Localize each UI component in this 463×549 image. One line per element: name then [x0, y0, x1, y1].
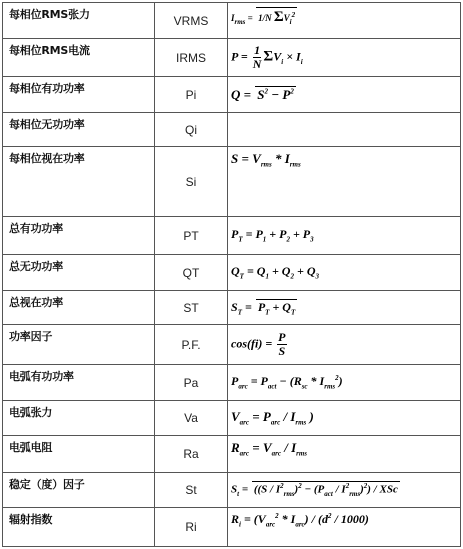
parameter-name: 电弧有功功率 [3, 365, 155, 401]
table-row [3, 113, 461, 147]
parameter-symbol: Ra [155, 436, 228, 473]
parameter-name: 每相位无功功率 [3, 113, 155, 147]
formula: P = $\frac{1}{N}$ $\Sigma V_i \times I_i$ [228, 39, 461, 77]
formula: $Q_T = Q_1 + Q_2 + Q_3$ [228, 255, 461, 291]
parameter-name: 总无功功率 [3, 255, 155, 291]
parameter-name: 总有功功率 [3, 217, 155, 255]
parameter-symbol: P.F. [155, 325, 228, 365]
parameter-name: 每相位有功功率 [3, 77, 155, 113]
formula: $R_{arc} = V_{arc} / I_{rms}$ [228, 436, 461, 473]
table-row [3, 255, 461, 291]
table-row [3, 473, 461, 508]
parameter-symbol: Va [155, 401, 228, 436]
parameter-symbol: PT [155, 217, 228, 255]
parameter-name: 稳定（度）因子 [3, 473, 155, 508]
table-row [3, 508, 461, 547]
formula: $S = V_{rms} * I_{rms}$ [228, 147, 461, 217]
parameter-table [2, 2, 461, 547]
parameter-symbol: Pi [155, 77, 228, 113]
formula: $Q = S^2 - P^2$ [228, 77, 461, 113]
formula: $R_i = (V_{arc}^2 * I_{arc}) / (d^2 / 1000)$ [228, 508, 461, 547]
table-row [3, 401, 461, 436]
parameter-symbol: ST [155, 291, 228, 325]
formula: $I_{rms} = 1/N$ $\Sigma V_i^2$ [228, 3, 461, 39]
parameter-symbol: IRMS [155, 39, 228, 77]
formula: $P_T = P_1 + P_2 + P_3$ [228, 217, 461, 255]
parameter-symbol: St [155, 473, 228, 508]
table-row [3, 39, 461, 77]
formula: $S_T = P_T + Q_T$ [228, 291, 461, 325]
table-row [3, 436, 461, 473]
parameter-symbol: QT [155, 255, 228, 291]
parameter-symbol: VRMS [155, 3, 228, 39]
parameter-name: 电弧张力 [3, 401, 155, 436]
parameter-symbol: Ri [155, 508, 228, 547]
formula: $S_t = ((S / I^2_{rms})^2 - (P_{act} / I^2_{rms})^2)$ / XSc [228, 473, 461, 508]
parameter-name: 电弧电阻 [3, 436, 155, 473]
parameter-symbol: Qi [155, 113, 228, 147]
table-row [3, 77, 461, 113]
parameter-name: 功率因子 [3, 325, 155, 365]
formula: cos(fi) = $\frac{P}{S}$ [228, 325, 461, 365]
parameter-symbol: Si [155, 147, 228, 217]
table-row [3, 217, 461, 255]
table-row [3, 3, 461, 39]
parameter-name: 每相位RMS张力 [3, 3, 155, 39]
parameter-symbol: Pa [155, 365, 228, 401]
parameter-name: 总视在功率 [3, 291, 155, 325]
parameter-name: 每相位RMS电流 [3, 39, 155, 77]
formula: $P_{arc} = P_{act} - (R_{sc} * I_{rms}^2)$ [228, 365, 461, 401]
parameter-name: 每相位视在功率 [3, 147, 155, 217]
table-row [3, 325, 461, 365]
table-row [3, 291, 461, 325]
table-row [3, 365, 461, 401]
formula-empty [228, 113, 461, 147]
parameter-name: 辐射指数 [3, 508, 155, 547]
table-row [3, 147, 461, 217]
formula: $V_{arc} = P_{arc} / I_{rms}$ ) [228, 401, 461, 436]
